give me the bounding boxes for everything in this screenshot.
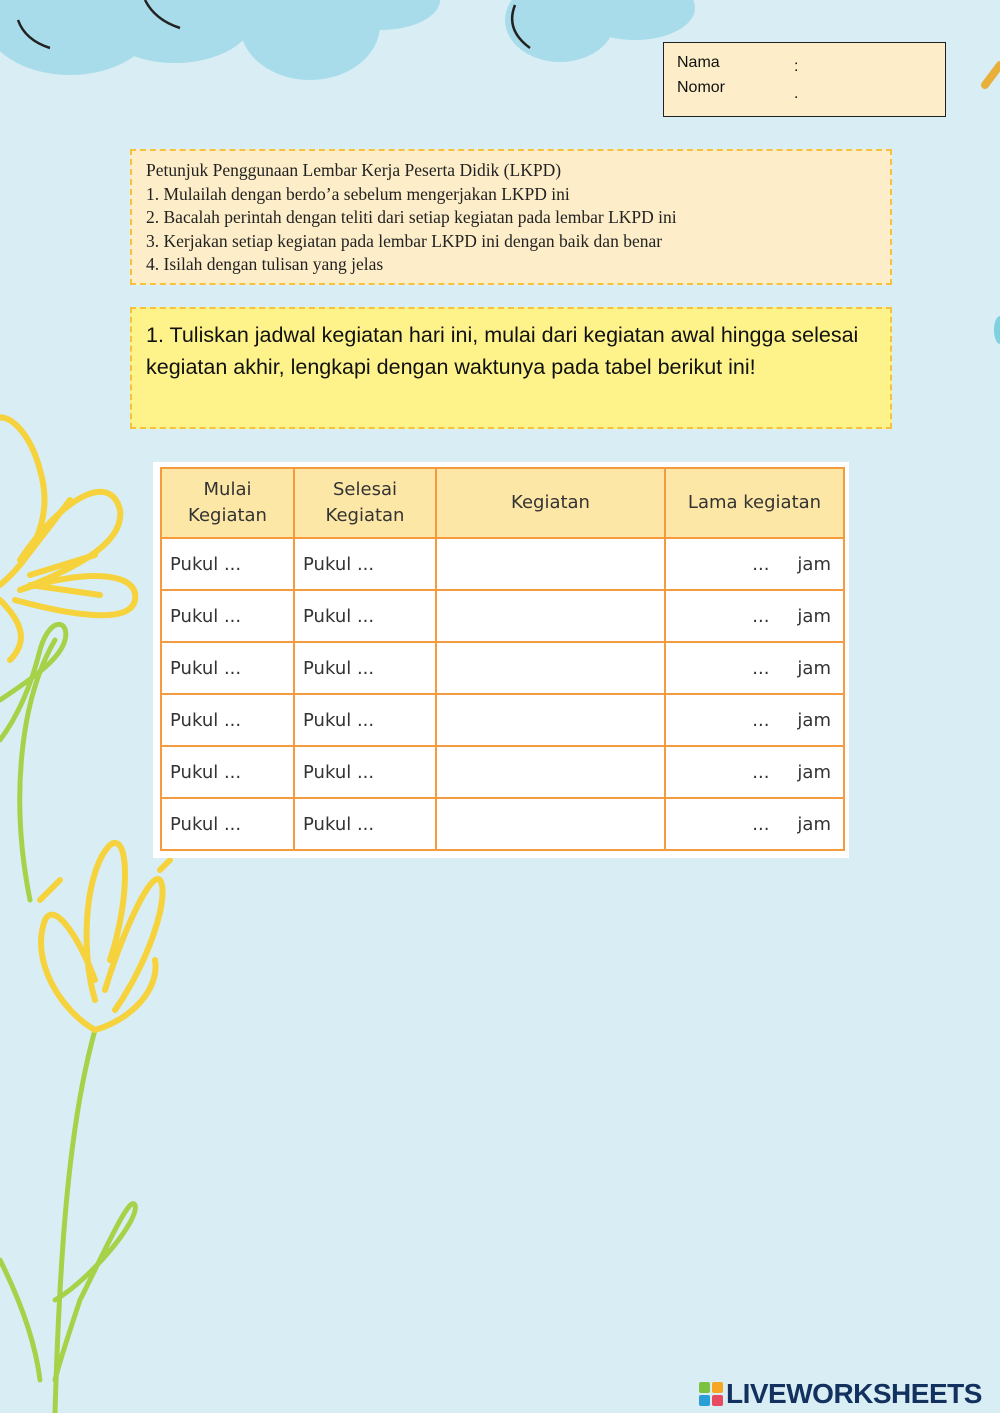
brand-text: LIVEWORKSHEETS [726,1378,982,1409]
duration-blank: ... [752,553,770,575]
end-time-cell[interactable]: Pukul ... [294,746,436,798]
activity-cell[interactable] [436,642,665,694]
start-time-cell[interactable]: Pukul ... [161,694,294,746]
duration-cell[interactable] [665,798,844,850]
start-time-cell[interactable]: Pukul ... [161,798,294,850]
activity-cell[interactable] [436,798,665,850]
question-box [130,307,892,429]
duration-unit: jam [797,657,831,679]
instructions-box [130,149,892,285]
table-row [161,590,844,642]
edge-marks [985,65,1000,344]
duration-cell[interactable] [665,538,844,590]
duration-cell[interactable] [665,642,844,694]
duration-unit: jam [797,709,831,731]
header-end: Selesai Kegiatan [294,468,436,538]
instruction-item: 2. Bacalah perintah dengan teliti dari setiap kegiatan pada lembar LKPD ini [146,207,677,227]
duration-blank: ... [752,605,770,627]
yellow-flower-bottom [40,843,170,1030]
table-header-row [161,468,844,538]
header-activity: Kegiatan [436,468,665,538]
duration-blank: ... [752,761,770,783]
activity-cell[interactable] [436,694,665,746]
cloud-outline [18,0,530,48]
end-time-cell[interactable]: Pukul ... [294,798,436,850]
number-colon: . [794,85,799,102]
name-colon: : [794,58,799,75]
duration-blank: ... [752,813,770,835]
table-row [161,538,844,590]
start-time-cell[interactable]: Pukul ... [161,642,294,694]
table-row [161,642,844,694]
schedule-table [160,467,845,851]
table-row [161,798,844,850]
name-label: Nama [677,54,720,71]
yellow-flower-top [0,417,135,660]
number-label: Nomor [677,79,726,96]
end-time-cell[interactable]: Pukul ... [294,538,436,590]
end-time-cell[interactable]: Pukul ... [294,590,436,642]
instruction-item: 3. Kerjakan setiap kegiatan pada lembar LKPD ini dengan baik dan benar [146,230,663,251]
header-duration: Lama kegiatan [665,468,844,538]
table-row [161,746,844,798]
duration-cell[interactable] [665,590,844,642]
schedule-table-container [153,462,849,858]
instructions-title: Petunjuk Penggunaan Lembar Kerja Peserta Didik (LKPD) [146,160,562,180]
start-time-cell[interactable]: Pukul ... [161,590,294,642]
instruction-item: 1. Mulailah dengan berdo’a sebelum mengerjakan LKPD ini [146,183,570,204]
duration-unit: jam [797,605,831,627]
cloud-decoration [0,0,695,80]
activity-cell[interactable] [436,538,665,590]
duration-cell[interactable] [665,746,844,798]
start-time-cell[interactable]: Pukul ... [161,538,294,590]
name-row [677,54,799,75]
liveworksheets-logo [699,1378,982,1410]
activity-cell[interactable] [436,746,665,798]
table-row [161,694,844,746]
duration-blank: ... [752,657,770,679]
header-start: Mulai Kegiatan [161,468,294,538]
duration-unit: jam [797,761,831,783]
question-text: 1. Tuliskan jadwal kegiatan hari ini, mulai dari kegiatan awal hingga selesai kegiatan akhir, lengkapi dengan waktunya pada tabel berikut ini! [146,323,859,379]
instruction-item: 4. Isilah dengan tulisan yang jelas [146,254,384,274]
duration-blank: ... [752,709,770,731]
duration-unit: jam [797,553,831,575]
green-stem [0,624,135,1413]
brand-icon [699,1382,723,1406]
activity-cell[interactable] [436,590,665,642]
duration-unit: jam [797,813,831,835]
end-time-cell[interactable]: Pukul ... [294,694,436,746]
start-time-cell[interactable]: Pukul ... [161,746,294,798]
number-row [677,79,799,102]
end-time-cell[interactable]: Pukul ... [294,642,436,694]
student-info-box [663,42,946,117]
duration-cell[interactable] [665,694,844,746]
